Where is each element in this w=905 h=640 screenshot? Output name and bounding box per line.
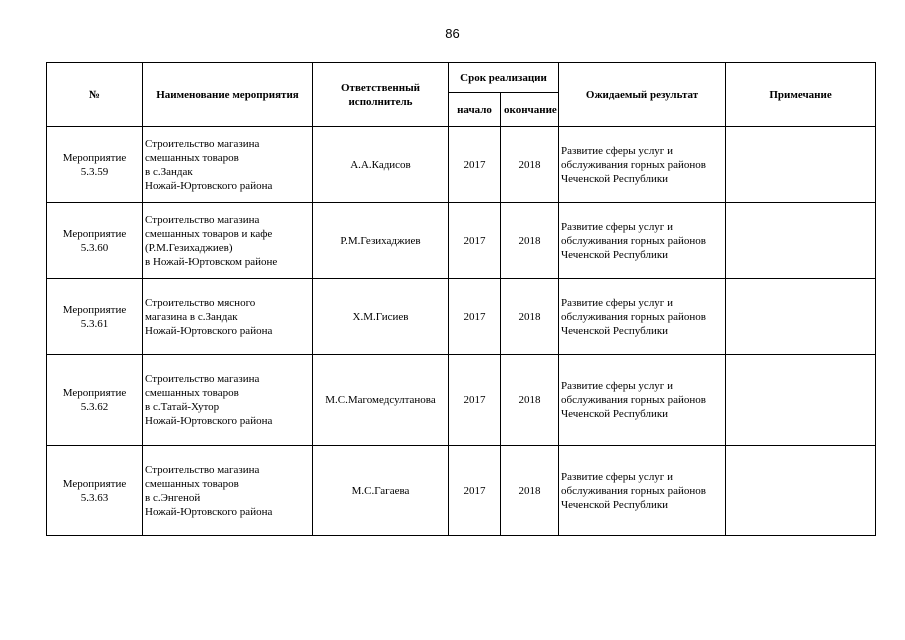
measure-name-line: Строительство магазина (145, 213, 260, 226)
page-number: 86 (445, 26, 460, 41)
header-executor: Ответственный исполнитель (313, 63, 449, 127)
measure-start: 2017 (449, 446, 501, 536)
measure-result-line: обслуживания горных районов (561, 234, 706, 247)
measure-result-line: Развитие сферы услуг и (561, 380, 673, 392)
measure-id: Мероприятие 5.3.62 (47, 355, 143, 446)
measure-result (559, 279, 726, 355)
table-row (47, 355, 876, 446)
measure-start: 2017 (449, 127, 501, 203)
measure-name (143, 446, 313, 536)
measure-end: 2018 (501, 203, 559, 279)
measure-name-line: Строительство магазина (145, 463, 260, 476)
measure-name-line: магазина в с.Зандак (145, 310, 238, 323)
measure-start: 2017 (449, 279, 501, 355)
header-num: № (47, 63, 143, 127)
measure-name-line: в с.Энгеной (145, 491, 201, 504)
measure-result-line: Чеченской Республики (561, 498, 669, 511)
measure-name (143, 355, 313, 446)
measure-id: Мероприятие 5.3.61 (47, 279, 143, 355)
measure-end: 2018 (501, 279, 559, 355)
measure-result-line: Чеченской Республики (561, 324, 669, 337)
measure-name-line: в с.Татай-Хутор (145, 401, 220, 413)
header-note: Примечание (726, 63, 876, 127)
measure-executor: М.С.Гагаева (313, 446, 449, 536)
measure-note (726, 203, 876, 279)
measure-note (726, 446, 876, 536)
measure-name-line: в Ножай-Юртовском районе (145, 255, 278, 268)
measure-start: 2017 (449, 355, 501, 446)
measure-start: 2017 (449, 203, 501, 279)
measure-name (143, 203, 313, 279)
table-row (47, 446, 876, 536)
measure-name-line: (Р.М.Гезихаджиев) (145, 241, 233, 254)
measure-result-line: Чеченской Республики (561, 248, 669, 261)
measure-name-line: смешанных товаров (145, 151, 239, 164)
measure-result-line: Развитие сферы услуг и (561, 220, 673, 233)
measure-result-line: Чеченской Республики (561, 172, 669, 185)
header-end: окончание (501, 93, 559, 127)
measure-result (559, 355, 726, 446)
measures-table (46, 62, 876, 536)
measure-result-line: Развитие сферы услуг и (561, 296, 673, 309)
header-start: начало (449, 93, 501, 127)
measure-executor: Х.М.Гисиев (313, 279, 449, 355)
table-row (47, 203, 876, 279)
header-name: Наименование мероприятия (143, 63, 313, 127)
measure-end: 2018 (501, 446, 559, 536)
measure-executor: М.С.Магомедсултанова (313, 355, 449, 446)
measure-end: 2018 (501, 127, 559, 203)
measure-name-line: Строительство магазина (145, 373, 260, 385)
measure-result-line: обслуживания горных районов (561, 484, 706, 497)
measure-id: Мероприятие 5.3.60 (47, 203, 143, 279)
measure-id: Мероприятие 5.3.59 (47, 127, 143, 203)
measure-executor: А.А.Кадисов (313, 127, 449, 203)
measure-name (143, 279, 313, 355)
measure-name-line: Ножай-Юртовского района (145, 415, 273, 427)
measure-result-line: обслуживания горных районов (561, 158, 706, 171)
header-period: Срок реализации (449, 63, 559, 93)
measure-result-line: Развитие сферы услуг и (561, 144, 673, 157)
measure-name-line: Ножай-Юртовского района (145, 324, 273, 337)
measure-name-line: смешанных товаров и кафе (145, 227, 273, 240)
measure-name-line: в с.Зандак (145, 165, 193, 178)
measure-name (143, 127, 313, 203)
measure-name-line: Ножай-Юртовского района (145, 179, 273, 192)
measure-note (726, 127, 876, 203)
measure-result (559, 127, 726, 203)
measure-end: 2018 (501, 355, 559, 446)
measure-name-line: Строительство магазина (145, 137, 260, 150)
measure-result-line: Чеченской Республики (561, 408, 669, 420)
measure-name-line: смешанных товаров (145, 477, 239, 490)
measure-result (559, 446, 726, 536)
measure-result-line: Развитие сферы услуг и (561, 470, 673, 483)
table-row (47, 279, 876, 355)
measure-name-line: Ножай-Юртовского района (145, 505, 273, 518)
measure-result-line: обслуживания горных районов (561, 310, 706, 323)
table-row (47, 127, 876, 203)
measure-note (726, 355, 876, 446)
header-result: Ожидаемый результат (559, 63, 726, 127)
measure-name-line: Строительство мясного (145, 296, 256, 309)
measure-executor: Р.М.Гезихаджиев (313, 203, 449, 279)
measure-id: Мероприятие 5.3.63 (47, 446, 143, 536)
measure-result (559, 203, 726, 279)
measure-result-line: обслуживания горных районов (561, 394, 706, 406)
measure-note (726, 279, 876, 355)
measure-name-line: смешанных товаров (145, 387, 239, 399)
